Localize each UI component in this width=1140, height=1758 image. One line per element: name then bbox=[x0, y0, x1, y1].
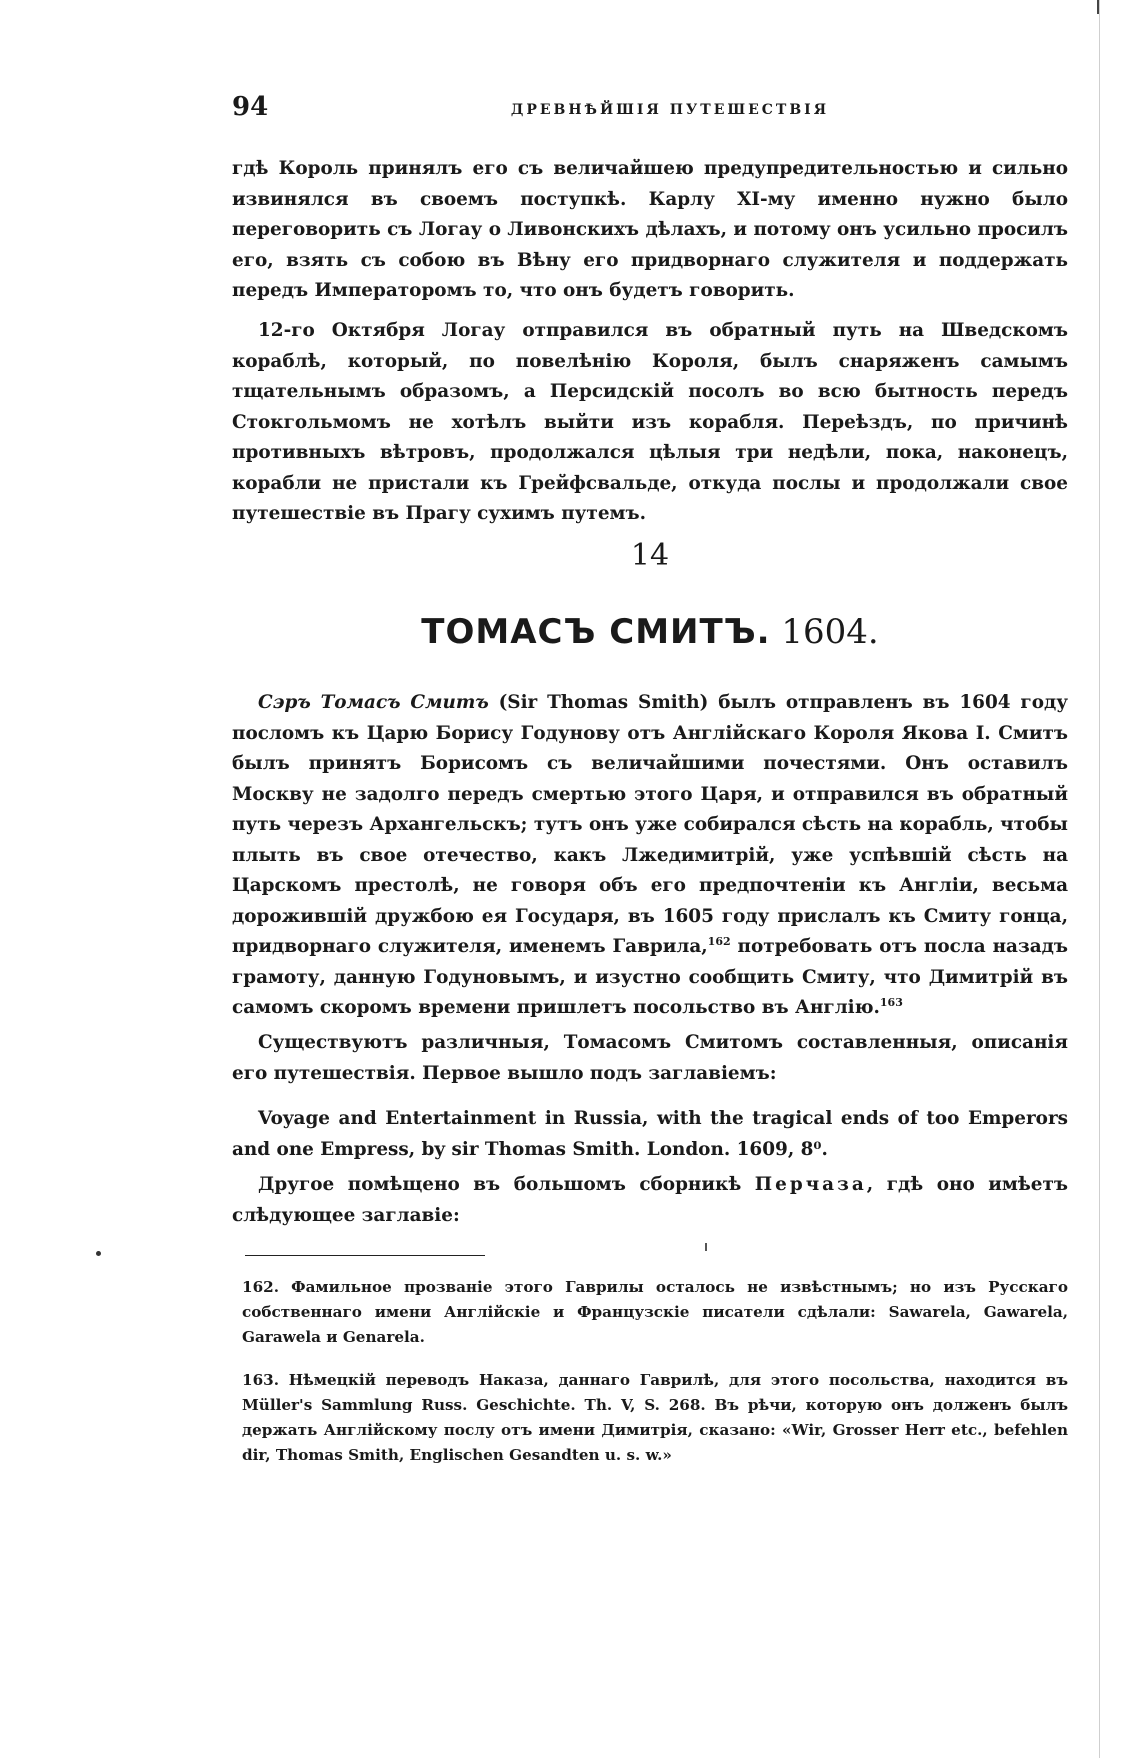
chapter-title-name: ТОМАСЪ СМИТЪ. bbox=[421, 612, 771, 652]
paragraph-text: , гдѣ оно имѣетъ слѣдующее заглавіе: bbox=[232, 1174, 1069, 1226]
chapter-title-year: 1604. bbox=[781, 612, 879, 652]
page-number: 94 bbox=[232, 92, 269, 122]
paragraph-return-voyage: 12-го Октября Логау отправился въ обратный путь на Шведскомъ кораблѣ, который, по повелѣнію Короля, былъ снаряженъ самымъ тщательнымъ образомъ, а Персидскій посолъ во всю бытность передъ Стокгольмомъ не хотѣлъ выйти изъ корабля. Переѣздъ, по причинѣ противныхъ вѣтровъ, продолжался цѣлыя три недѣли, пока, наконецъ, корабли не пристали къ Грейфсвальде, откуда послы и продолжали свое путешествіе въ Прагу сухимъ путемъ. bbox=[232, 320, 1068, 524]
person-name: Сэръ Томасъ Смитъ bbox=[258, 692, 489, 713]
chapter-number: 14 bbox=[630, 538, 670, 573]
scan-edge-line bbox=[1099, 0, 1100, 1758]
paragraph-text: Другое помѣщено въ большомъ сборникѣ bbox=[258, 1174, 755, 1195]
scan-speck bbox=[705, 1243, 707, 1251]
paragraph-book-title: Voyage and Entertainment in Russia, with the tragical ends of too Emperors and one Empress, by sir Thomas Smith. London. 1609, 8⁰. bbox=[232, 1108, 1068, 1160]
footnote-number: 163. bbox=[242, 1371, 279, 1389]
footnote-ref: 163 bbox=[879, 996, 903, 1009]
scan-speck bbox=[96, 1251, 101, 1256]
paragraph-second-edition bbox=[232, 1170, 1068, 1231]
paragraph-text: потребовать отъ посла назадъ грамоту, данную Годуновымъ, и изустно сообщить Смиту, что Димитрій въ самомъ скоромъ времени пришлетъ посольство въ Англію. bbox=[232, 936, 1068, 1018]
footnote-divider bbox=[245, 1255, 485, 1256]
running-head: ДРЕВНѢЙШІЯ ПУТЕШЕСТВІЯ bbox=[510, 102, 830, 118]
footnote-ref: 162 bbox=[707, 935, 731, 948]
chapter-title bbox=[232, 612, 1068, 652]
footnote-163 bbox=[242, 1368, 1068, 1468]
paragraph-smith-intro bbox=[232, 688, 1068, 1024]
footnote-text: Нѣмецкій переводъ Наказа, даннаго Гаврилѣ, для этого посольства, находится въ Müller's Sammlung Russ. Geschichte. Th. V, S. 268. Въ рѣчи, которую онъ долженъ былъ держать Англійскому послу отъ имени Димитрія, сказано: «Wir, Grosser Herr etc., befehlen dir, Thomas Smith, Englischen Gesandten u. s. w.» bbox=[242, 1371, 1068, 1464]
scan-mark bbox=[1097, 0, 1099, 14]
footnote-162 bbox=[242, 1275, 1068, 1350]
page-header bbox=[232, 92, 1068, 132]
footnote-text: Фамильное прозваніе этого Гаврилы осталось не извѣстнымъ; но изъ Русскаго собственнаго имени Англійскіе и Французскіе писатели сдѣлали: Sawarela, Gawarela, Garawela и Genarela. bbox=[242, 1278, 1068, 1346]
paragraph-descriptions: Существуютъ различныя, Томасомъ Смитомъ составленныя, описанія его путешествія. Первое вышло подъ заглавіемъ: bbox=[232, 1032, 1068, 1084]
paragraph-continuation: гдѣ Король принялъ его съ величайшею предупредительностью и сильно извинялся въ своемъ поступкѣ. Карлу XI-му именно нужно было переговорить съ Логау о Ливонскихъ дѣлахъ, и потому онъ усильно просилъ его, взять съ собою въ Вѣну его придворнаго служителя и поддержать передъ Императоромъ то, что онъ будетъ говорить. bbox=[232, 158, 1068, 301]
collection-name: Перчаза bbox=[754, 1174, 867, 1195]
footnote-number: 162. bbox=[242, 1278, 279, 1296]
paragraph-text: (Sir Thomas Smith) былъ отправленъ въ 1604 году посломъ къ Царю Борису Годунову отъ Англійскаго Короля Якова I. Смитъ былъ принятъ Борисомъ съ величайшими почестями. Онъ оставилъ Москву не задолго передъ смертью этого Царя, и отправился въ обратный путь черезъ Архангельскъ; тутъ онъ уже собирался сѣсть на корабль, чтобы плыть въ свое отечество, какъ Лжедимитрій, уже успѣвшій сѣсть на Царскомъ престолѣ, не говоря объ его предпочтеніи къ Англіи, весьма дорожившій дружбою ея Государя, въ 1605 году прислалъ къ Смиту гонца, придворнаго служителя, именемъ Гаврила, bbox=[232, 692, 1068, 957]
